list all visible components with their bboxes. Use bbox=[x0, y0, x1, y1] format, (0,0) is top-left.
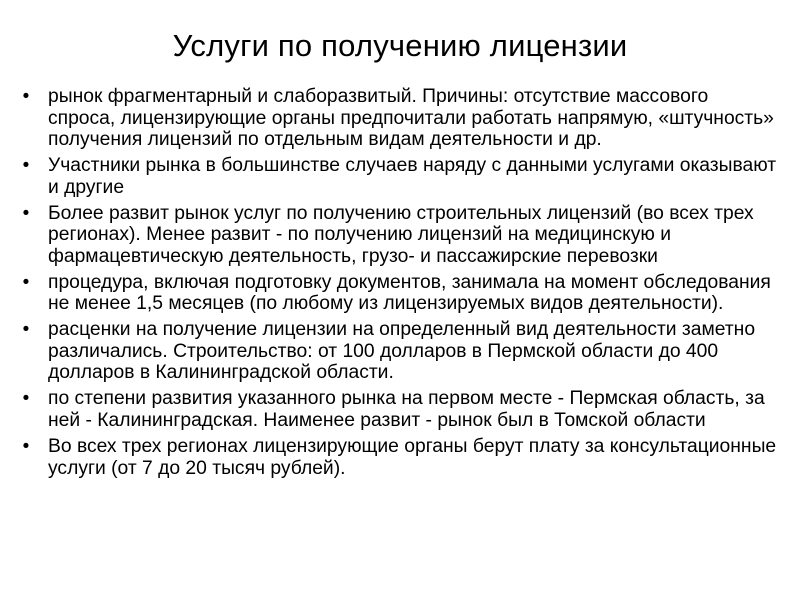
bullet-list bbox=[18, 86, 780, 484]
bullet-marker: • bbox=[22, 271, 30, 293]
bullet-marker: • bbox=[22, 388, 30, 410]
bullet-text: Во всех трех регионах лицензирующие органы берут плату за консультационные услуги (от 7 до 20 тысяч рублей). bbox=[48, 436, 777, 479]
bullet-text: рынок фрагментарный и слаборазвитый. Причины: отсутствие массового спроса, лицензирующие органы предпочитали работать напрямую, «штучность» получения лицензий по отдельным видам деятельности и др. bbox=[48, 86, 774, 150]
slide-title: Услуги по получению лицензии bbox=[172, 28, 628, 63]
bullet-text: процедура, включая подготовку документов, занимала на момент обследования не менее 1,5 месяцев (по любому из лицензируемых видов деятельности). bbox=[48, 271, 771, 315]
bullet-item bbox=[18, 203, 780, 268]
bullet-item bbox=[18, 272, 780, 315]
bullet-marker: • bbox=[22, 436, 30, 458]
bullet-item bbox=[18, 86, 780, 151]
bullet-text: расценки на получение лицензии на определенный вид деятельности заметно различались. Строительство: от 100 долларов в Пермской области до 400 долларов в Калининградской области. bbox=[48, 319, 756, 384]
bullet-marker: • bbox=[22, 155, 30, 177]
bullet-item bbox=[18, 319, 780, 384]
bullet-item bbox=[18, 155, 780, 198]
bullet-item bbox=[18, 436, 780, 479]
bullet-item bbox=[18, 388, 780, 431]
bullet-text: Участники рынка в большинстве случаев наряду с данными услугами оказывают и другие bbox=[48, 155, 777, 198]
bullet-marker: • bbox=[22, 86, 30, 107]
bullet-text: Более развит рынок услуг по получению строительных лицензий (во всех трех регионах). Менее развит - по получению лицензий на медицинскую и фармацевтическую деятельность, грузо- и пассажирские перевозки bbox=[48, 202, 754, 267]
bullet-marker: • bbox=[22, 319, 30, 341]
bullet-text: по степени развития указанного рынка на первом месте - Пермская область, за ней - Калининградская. Наименее развит - рынок был в Томской области bbox=[48, 388, 765, 431]
bullet-marker: • bbox=[22, 202, 30, 224]
